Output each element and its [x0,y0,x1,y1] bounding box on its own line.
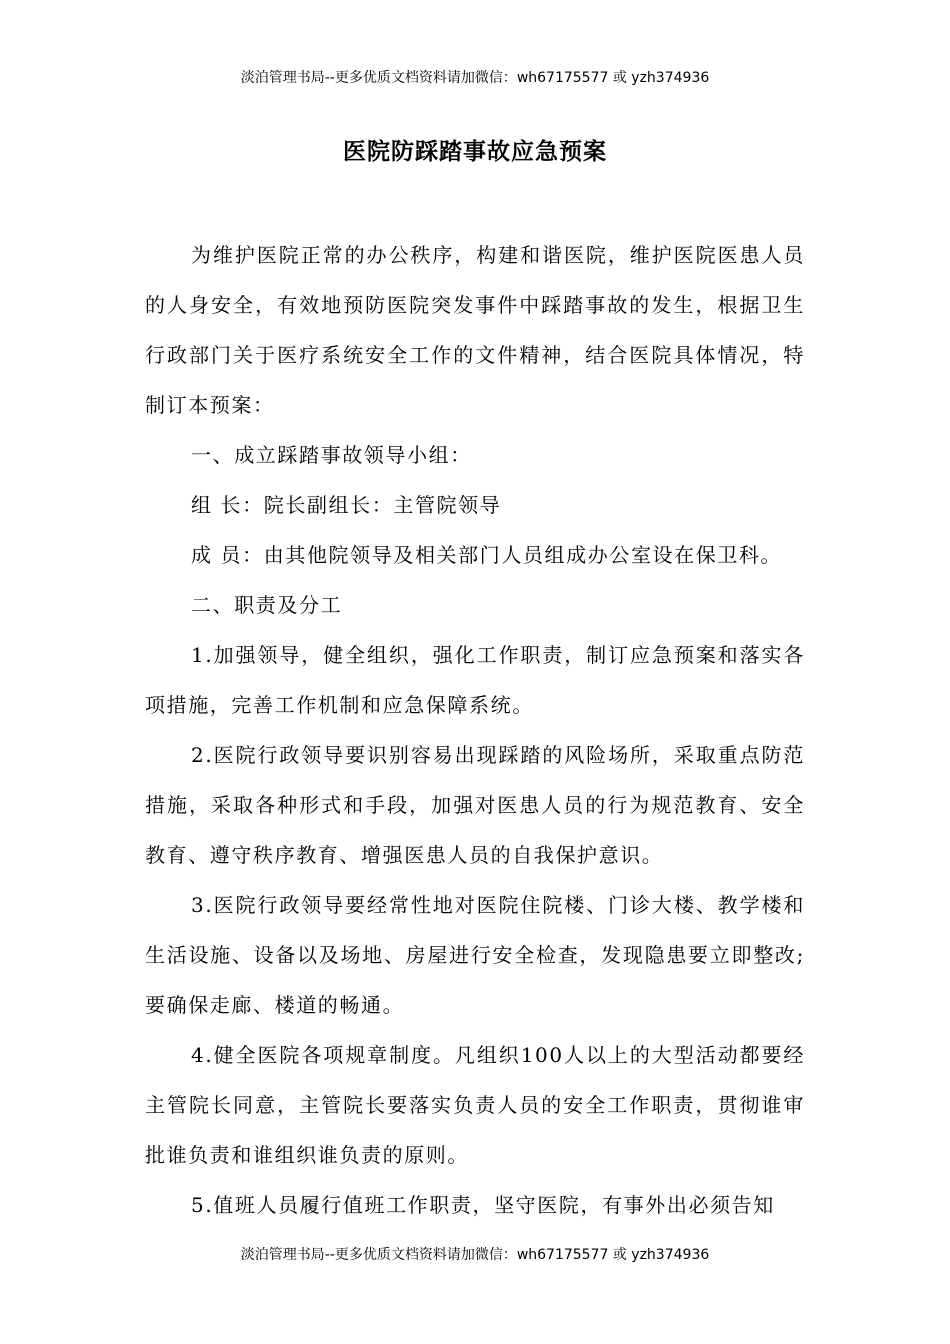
paragraph-duty-2: 2.医院行政领导要识别容易出现踩踏的风险场所，采取重点防范措施，采取各种形式和手段，加强对医患人员的行为规范教育、安全教育、遵守秩序教育、增强医患人员的自我保护意识。 [145,743,805,867]
paragraph-duty-1: 1.加强领导，健全组织，强化工作职责，制订应急预案和落实各项措施，完善工作机制和应急保障系统。 [145,643,805,717]
paragraph-duty-3: 3.医院行政领导要经常性地对医院住院楼、门诊大楼、教学楼和生活设施、设备以及场地、房屋进行安全检查，发现隐患要立即整改;要确保走廊、楼道的畅通。 [145,893,805,1017]
document-body [145,230,805,1230]
paragraph-members: 成 员：由其他院领导及相关部门人员组成办公室设在保卫科。 [191,543,783,567]
page-footer: 淡泊管理书局--更多优质文档资料请加微信：wh67175577 或 yzh374936 [240,1247,710,1263]
paragraph-duty-5: 5.值班人员履行值班工作职责，坚守医院，有事外出必须告知 [191,1193,775,1217]
paragraph-duty-4: 4.健全医院各项规章制度。凡组织100人以上的大型活动都要经主管院长同意，主管院长要落实负责人员的安全工作职责，贯彻谁审批谁负责和谁组织谁负责的原则。 [145,1043,805,1167]
section-heading-duties: 二、职责及分工 [191,593,343,617]
document-title: 医院防踩踏事故应急预案 [343,138,607,165]
paragraph-intro: 为维护医院正常的办公秩序，构建和谐医院，维护医院医患人员的人身安全，有效地预防医院突发事件中踩踏事故的发生，根据卫生行政部门关于医疗系统安全工作的文件精神，结合医院具体情况，特制订本预案： [145,243,805,417]
paragraph-leader: 组 长：院长副组长：主管院领导 [191,493,502,517]
page-header: 淡泊管理书局--更多优质文档资料请加微信：wh67175577 或 yzh374936 [240,70,710,86]
section-heading-leadership: 一、成立踩踏事故领导小组： [191,443,472,467]
